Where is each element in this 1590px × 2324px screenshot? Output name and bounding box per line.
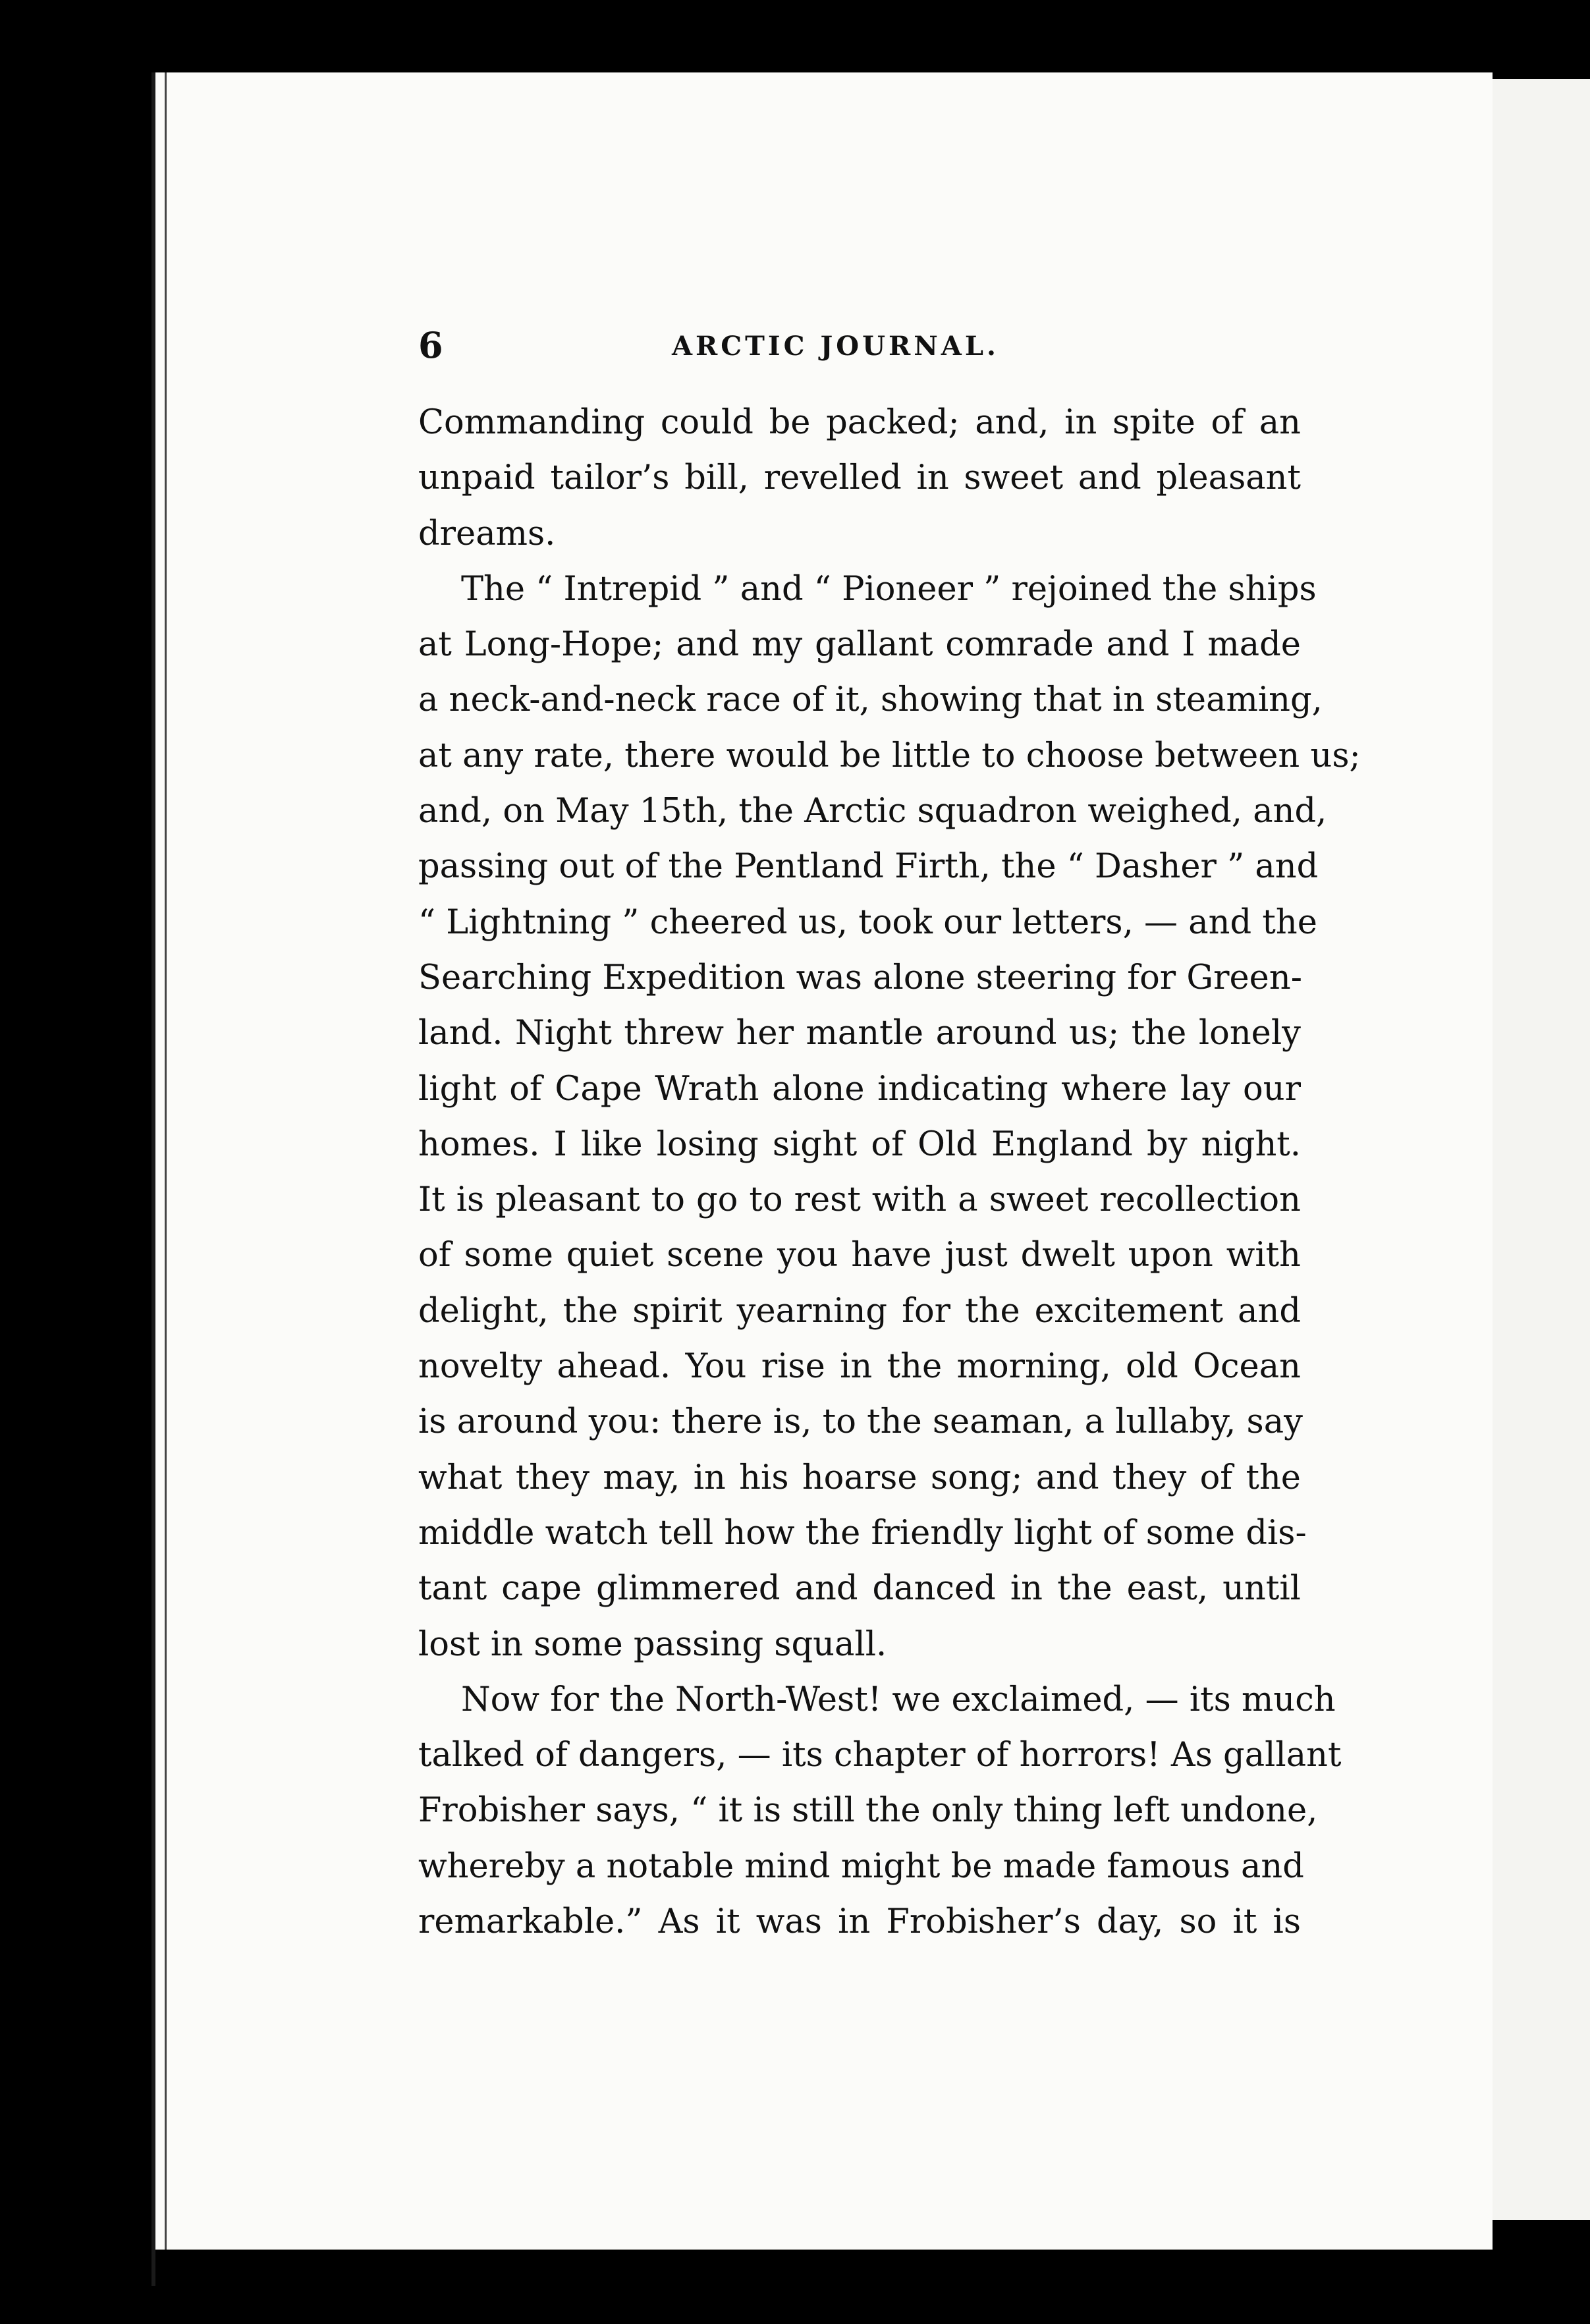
text-line: a neck-and-neck race of it, showing that in steaming, [418,680,1323,720]
text-line: Commanding could be packed; and, in spite of an [418,403,1301,442]
text-line: what they may, in his hoarse song; and they of the [418,1458,1301,1497]
text-line: homes. I like losing sight of Old England by night. [418,1124,1301,1164]
text-line: light of Cape Wrath alone indicating where lay our [418,1069,1301,1109]
text-line: lost in some passing squall. [418,1624,887,1664]
text-line: tant cape glimmered and danced in the east, until [418,1569,1301,1609]
page-number: 6 [418,324,443,366]
text-line: at Long-Hope; and my gallant comrade and I made [418,625,1301,665]
text-line: is around you: there is, to the seaman, a lullaby, say [418,1402,1303,1442]
text-line: dreams. [418,514,556,553]
scan-shadow [155,2250,1499,2324]
text-line: remarkable.” As it was in Frobisher’s day, so it is [418,1902,1301,1942]
text-line: Frobisher says, “ it is still the only thing left undone, [418,1791,1318,1831]
text-line: at any rate, there would be little to choose between us; [418,736,1361,775]
text-line: talked of dangers, — its chapter of horrors! As gallant [418,1736,1342,1775]
text-line: land. Night threw her mantle around us; the lonely [418,1014,1301,1053]
running-head: ARCTIC JOURNAL. [672,331,999,362]
text-line: “ Lightning ” cheered us, took our letters, — and the [418,902,1317,942]
text-line: Now for the North-West! we exclaimed, — its much [461,1680,1336,1719]
text-line: whereby a notable mind might be made famous and [418,1846,1304,1886]
text-line: It is pleasant to go to rest with a sweet recollection [418,1180,1301,1220]
text-line: of some quiet scene you have just dwelt upon with [418,1236,1301,1275]
text-line: novelty ahead. You rise in the morning, old Ocean [418,1347,1301,1387]
text-line: The “ Intrepid ” and “ Pioneer ” rejoined the ships [461,569,1317,609]
body-text [418,395,1361,1950]
text-line: Searching Expedition was alone steering for Green- [418,958,1302,997]
text-line: unpaid tailor’s bill, revelled in sweet and pleasant [418,458,1301,498]
page-header [418,316,1307,375]
text-line: delight, the spirit yearning for the excitement and [418,1291,1301,1331]
text-line: and, on May 15th, the Arctic squadron weighed, and, [418,792,1327,831]
text-line: middle watch tell how the friendly light of some dis- [418,1513,1307,1553]
text-line: passing out of the Pentland Firth, the “ Dasher ” and [418,847,1319,887]
